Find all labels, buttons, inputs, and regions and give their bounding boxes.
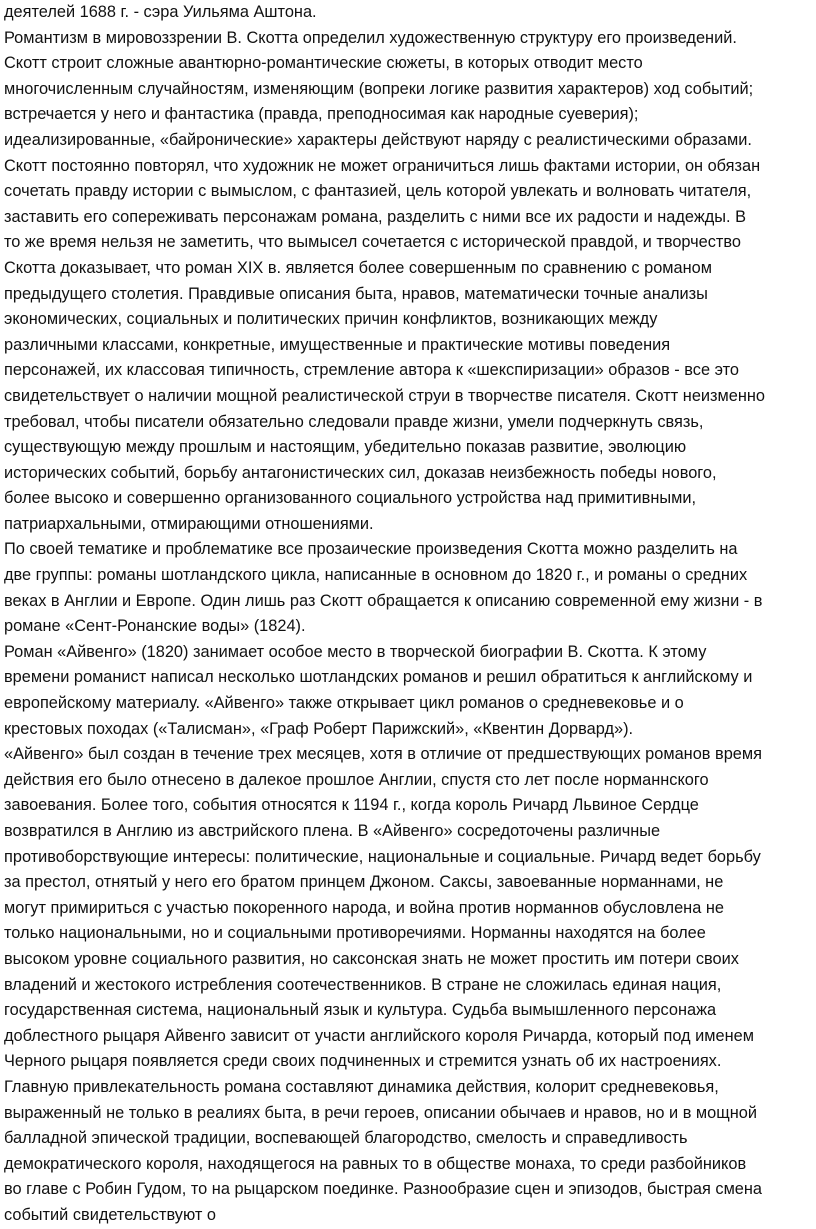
text-line: Романтизм в мировоззрении В. Скотта определил художественную структуру его произведений. [4, 28, 737, 47]
text-line: «Айвенго» был создан в течение трех месяцев, хотя в отличие от предшествующих романов время [4, 745, 762, 764]
text-line: различными классами, конкретные, имущественные и практические мотивы поведения [4, 335, 671, 354]
text-line: европейскому материалу. «Айвенго» также открывает цикл романов о средневековье и о [4, 694, 684, 713]
text-line: доблестного рыцаря Айвенго зависит от участи английского короля Ричарда, который под именем [4, 1026, 754, 1045]
text-line: две группы: романы шотландского цикла, написанные в основном до 1820 г., и романы о средних [4, 566, 748, 585]
text-line: более высоко и совершенно организованного социального устройства над примитивными, [4, 489, 697, 508]
text-line: свидетельствует о наличии мощной реалистической струи в творчестве писателя. Скотт неизменно [4, 386, 765, 405]
text-line: заставить его сопереживать персонажам романа, разделить с ними все их радости и надежды. В [4, 207, 747, 226]
text-line: сочетать правду истории с вымыслом, с фантазией, цель которой увлекать и волновать читателя, [4, 182, 752, 201]
text-line: персонажей, их классовая типичность, стремление автора к «шекспиризации» образов - все это [4, 361, 739, 380]
text-line: государственная система, национальный язык и культура. Судьба вымышленного персонажа [4, 1001, 717, 1020]
text-line: встречается у него и фантастика (правда, преподносимая как народные суеверия); [4, 105, 639, 124]
text-line: выраженный не только в реалиях быта, в речи героев, описании обычаев и нравов, но и в мощной [4, 1103, 757, 1122]
text-line: завоевания. Более того, события относятся к 1194 г., когда король Ричард Львиное Сердце [4, 796, 699, 815]
text-line: противоборствующие интересы: политические, национальные и социальные. Ричард ведет борьбу [4, 847, 761, 866]
text-line: многочисленным случайностям, изменяющим (вопреки логике развития характеров) ход событий; [4, 79, 754, 98]
text-line: крестовых походах («Талисман», «Граф Роберт Парижский», «Квентин Дорвард»). [4, 719, 634, 738]
text-line: могут примириться с участью покоренного народа, и война против норманнов обусловлена не [4, 898, 724, 917]
text-line: то же время нельзя не заметить, что вымысел сочетается с исторической правдой, и творчество [4, 233, 742, 252]
text-line: патриархальными, отмирающими отношениями. [4, 514, 374, 533]
text-line: только национальными, но и социальными противоречиями. Норманны находятся на более [4, 924, 706, 943]
text-line: существующую между прошлым и настоящим, убедительно показав развитие, эволюцию [4, 438, 687, 457]
text-line: Скотт строит сложные авантюрно-романтические сюжеты, в которых отводит место [4, 54, 643, 73]
text-line: Скотта доказывает, что роман XIX в. является более совершенным по сравнению с романом [4, 258, 712, 277]
text-line: Скотт постоянно повторял, что художник не может ограничиться лишь фактами истории, он обязан [4, 156, 761, 175]
text-line: времени романист написал несколько шотландских романов и решил обратиться к английскому и [4, 668, 753, 687]
text-line: действия его было отнесено в далекое прошлое Англии, спустя сто лет после норманнского [4, 770, 709, 789]
text-line: идеализированные, «байронические» характеры действуют наряду с реалистическими образами. [4, 130, 752, 149]
text-line: Роман «Айвенго» (1820) занимает особое место в творческой биографии В. Скотта. К этому [4, 642, 707, 661]
text-line: высоком уровне социального развития, но саксонская знать не может простить им потери своих [4, 949, 739, 968]
text-line: деятелей 1688 г. - сэра Уильяма Аштона. [4, 3, 317, 21]
text-line: предыдущего столетия. Правдивые описания быта, нравов, математически точные анализы [4, 284, 708, 303]
document-text [4, 0, 814, 1229]
text-line: веках в Англии и Европе. Один лишь раз Скотт обращается к описанию современной ему жизни - в [4, 591, 763, 610]
text-line: во главе с Робин Гудом, то на рыцарском поединке. Разнообразие сцен и эпизодов, быстрая смена [4, 1180, 763, 1199]
text-line: балладной эпической традиции, воспевающей благородство, смелость и справедливость [4, 1129, 688, 1148]
text-line: событий свидетельствуют о [4, 1205, 216, 1224]
text-line: демократического короля, находящегося на равных то в обществе монаха, то среди разбойников [4, 1154, 747, 1173]
text-line: исторических событий, борьбу антагонистических сил, доказав неизбежность победы нового, [4, 463, 717, 482]
text-line: за престол, отнятый у него его братом принцем Джоном. Саксы, завоеванные норманнами, не [4, 873, 724, 892]
text-line: возвратился в Англию из австрийского плена. В «Айвенго» сосредоточены различные [4, 822, 661, 840]
text-line: экономических, социальных и политических причин конфликтов, возникающих между [4, 310, 658, 329]
text-line: Черного рыцаря появляется среди своих подчиненных и стремится узнать об их настроениях. [4, 1052, 722, 1071]
text-line: Главную привлекательность романа составляют динамика действия, колорит средневековья, [4, 1077, 719, 1096]
text-line: По своей тематике и проблематике все прозаические произведения Скотта можно разделить на [4, 540, 738, 559]
text-line: требовал, чтобы писатели обязательно следовали правде жизни, умели подчеркнуть связь, [4, 412, 704, 431]
text-line: романе «Сент-Ронанские воды» (1824). [4, 617, 306, 636]
text-line: владений и жестокого истребления соотечественников. В стране не сложилась единая нация, [4, 975, 722, 994]
